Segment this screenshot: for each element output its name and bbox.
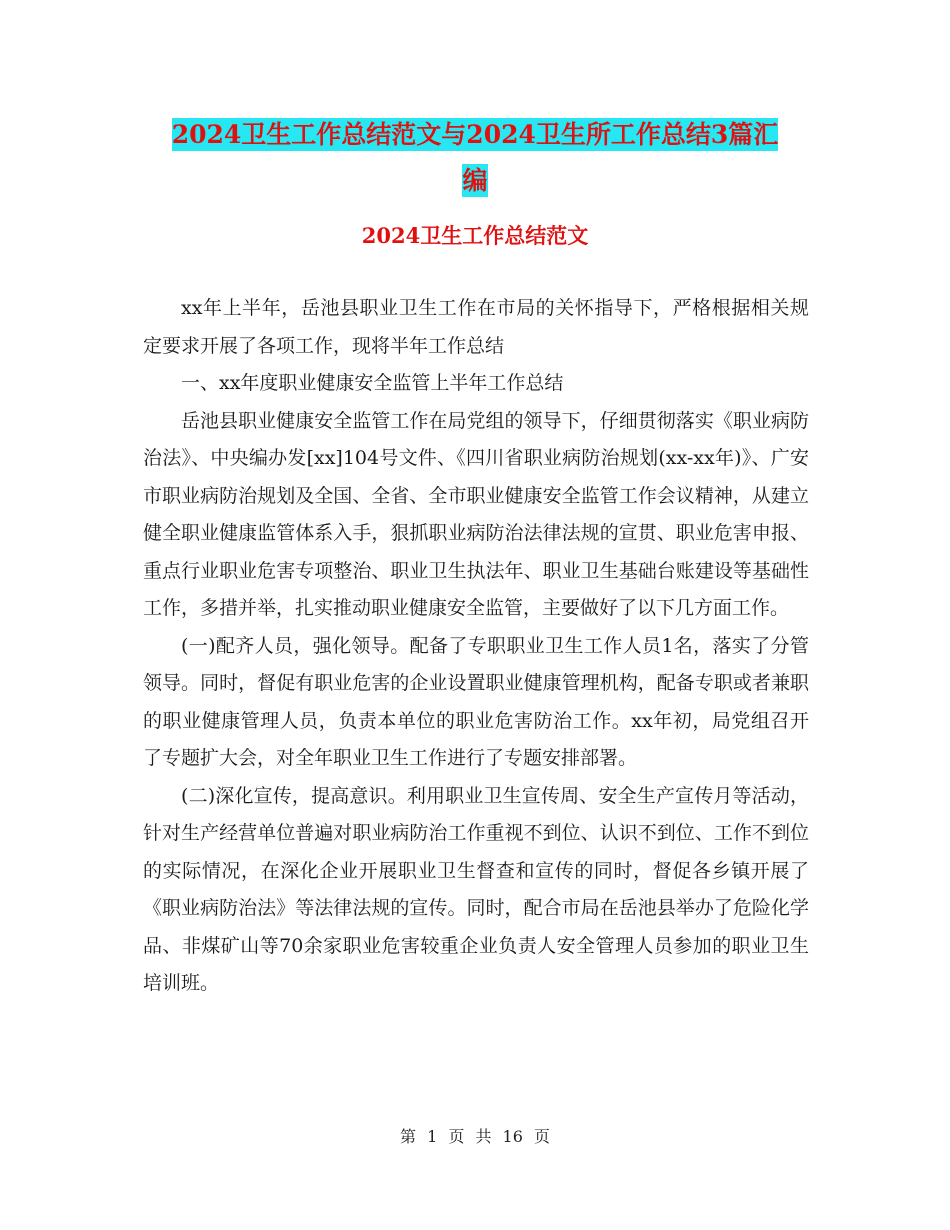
- paragraph: 一、xx年度职业健康安全监管上半年工作总结: [181, 372, 564, 394]
- paragraph: 岳池县职业健康安全监管工作在局党组的领导下，仔细贯彻落实《职业病防治法》、中央编办发[xx]104号文件、《四川省职业病防治规划(xx-xx年)》、广安市职业病防治规划及全国、全省、全市职业健康安全监管工作会议精神，从建立健全职业健康监管体系入手，狠抓职业病防治法律法规的宣贯、职业危害申报、重点行业职业危害专项整治、职业卫生执法年、职业卫生基础台账建设等基础性工作，多措并举，扎实推动职业健康安全监管，主要做好了以下几方面工作。: [143, 409, 809, 619]
- page-number: 第 1 页 共 16 页: [400, 1127, 550, 1146]
- document-title: [0, 112, 950, 204]
- paragraph: (二)深化宣传，提高意识。利用职业卫生宣传周、安全生产宣传月等活动，针对生产经营单位普遍对职业病防治工作重视不到位、认识不到位、工作不到位的实际情况，在深化企业开展职业卫生督查和宣传的同时，督促各乡镇开展了《职业病防治法》等法律法规的宣传。同时，配合市局在岳池县举办了危险化学品、非煤矿山等70余家职业危害较重企业负责人安全管理人员参加的职业卫生培训班。: [143, 784, 809, 994]
- paragraph: (一)配齐人员，强化领导。配备了专职职业卫生工作人员1名，落实了分管领导。同时，督促有职业危害的企业设置职业健康管理机构，配备专职或者兼职的职业健康管理人员，负责本单位的职业危害防治工作。xx年初，局党组召开了专题扩大会，对全年职业卫生工作进行了专题安排部署。: [143, 634, 809, 769]
- title-line-1: 2024卫生工作总结范文与2024卫生所工作总结3篇汇: [171, 120, 779, 149]
- paragraph: xx年上半年，岳池县职业卫生工作在市局的关怀指导下，严格根据相关规定要求开展了各项工作，现将半年工作总结: [143, 297, 809, 357]
- section-title: 2024卫生工作总结范文: [361, 223, 589, 248]
- title-line-2: 编: [462, 166, 488, 195]
- document-body: [143, 290, 809, 1003]
